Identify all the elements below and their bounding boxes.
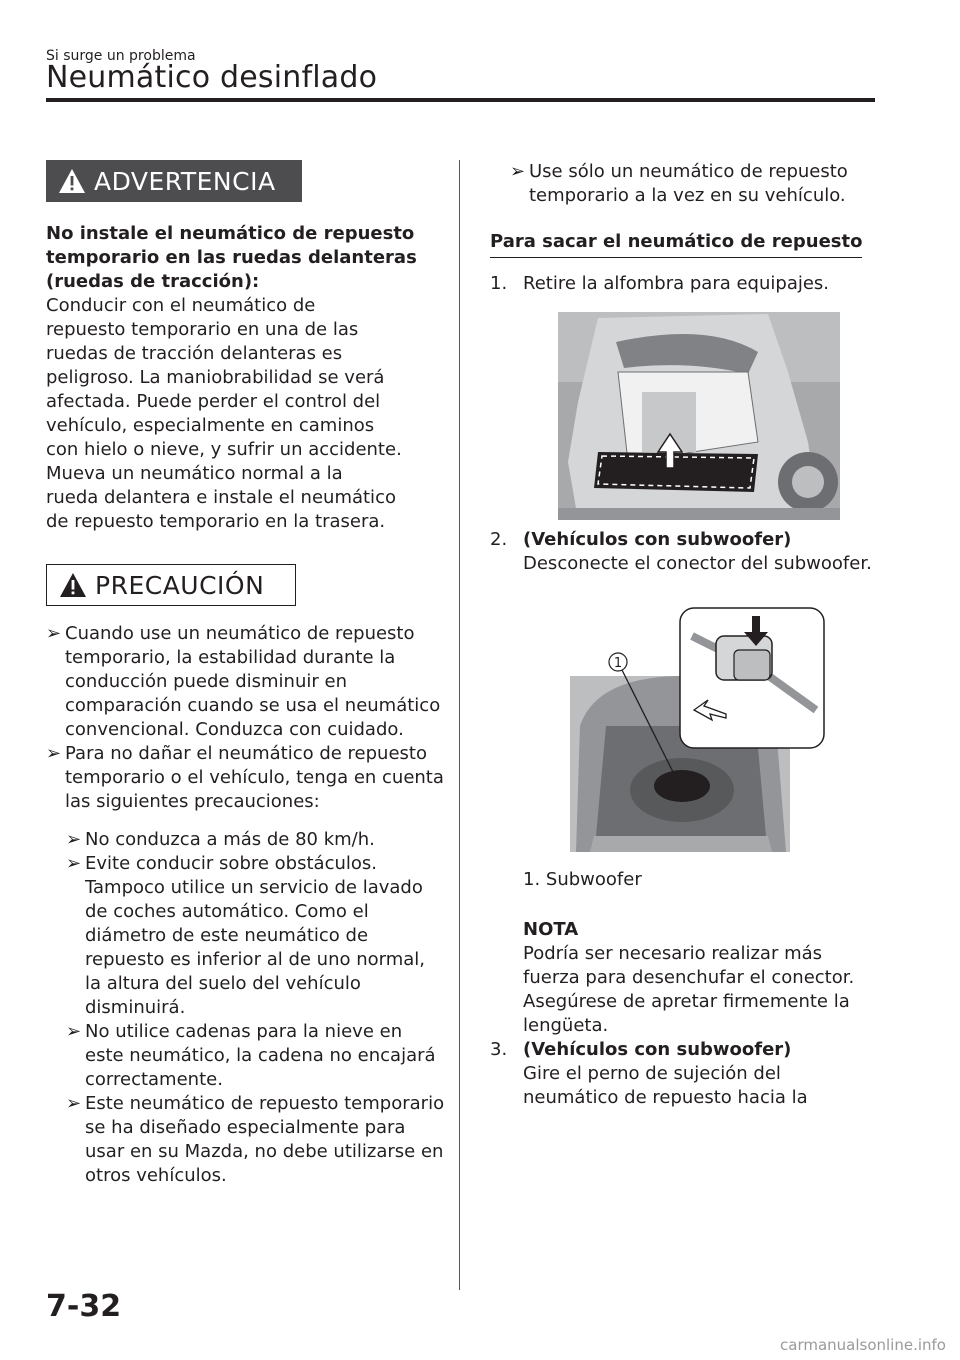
warning-line: afectada. Puede perder el control del [46, 391, 381, 412]
callout-number: 1 [613, 656, 623, 671]
title-rule [46, 98, 875, 102]
figure-subwoofer-connector [566, 606, 828, 860]
step-1: 1. Retire la alfombra para equipajes. [490, 273, 830, 294]
figure-legend: 1. Subwoofer [523, 869, 642, 890]
arrow-bullet-icon: ➢ [66, 1021, 82, 1042]
warning-line: peligroso. La maniobrabilidad se verá [46, 367, 385, 388]
warning-line: con hielo o nieve, y sufrir un accidente. [46, 439, 402, 460]
warning-label: ADVERTENCIA [94, 166, 276, 196]
list-item: ➢ Este neumático de repuesto temporario se ha diseñado especialmente para usar en su Mazda, no debe utilizarse en otros vehículos. [66, 1093, 445, 1186]
section-heading: Para sacar el neumático de repuesto [490, 230, 862, 258]
caution-list [46, 622, 446, 814]
watermark: carmanualsonline.info [780, 1336, 946, 1354]
warning-line: de repuesto temporario en la trasera. [46, 511, 386, 532]
list-item: ➢ Para no dañar el neumático de repuesto temporario o el vehículo, tenga en cuenta las siguientes precauciones: [46, 743, 444, 812]
list-item: ➢ Evite conducir sobre obstáculos. Tampoco utilice un servicio de lavado de coches automático. Como el diámetro de este neumático de repuesto es inferior al de uno normal, la altura del suelo del vehículo disminuirá. [66, 853, 426, 1018]
arrow-bullet-icon: ➢ [66, 853, 82, 874]
right-column [490, 160, 880, 1110]
page-title: Neumático desinflado [46, 60, 378, 95]
note-text: Podría ser necesario realizar más fuerza para desenchufar el conector. Asegúrese de apretar firmemente la lengüeta. [523, 943, 855, 1036]
warning-line: vehículo, especialmente en caminos [46, 415, 375, 436]
page-number: 7-32 [46, 1289, 122, 1324]
caution-icon [59, 572, 87, 598]
caution-sublist [66, 828, 446, 1188]
caution-continued-list [510, 160, 880, 208]
arrow-bullet-icon: ➢ [46, 743, 62, 764]
warning-line: rueda delantera e instale el neumático [46, 487, 396, 508]
running-head: Si surge un problema [46, 48, 196, 64]
column-divider [459, 160, 460, 1290]
step-2: 2. (Vehículos con subwoofer) Desconecte el conector del subwoofer. [490, 529, 872, 574]
arrow-bullet-icon: ➢ [510, 161, 526, 182]
arrow-bullet-icon: ➢ [46, 623, 62, 644]
warning-heading: No instale el neumático de repuesto temporario en las ruedas delanteras (ruedas de tracción): [46, 223, 417, 292]
list-item: ➢ Use sólo un neumático de repuesto temporario a la vez en su vehículo. [510, 161, 848, 206]
warning-banner [46, 160, 302, 202]
figure-trunk-open [558, 312, 840, 520]
caution-label: PRECAUCIÓN [95, 570, 265, 600]
list-item: ➢ No utilice cadenas para la nieve en este neumático, la cadena no encajará correctamente. [66, 1021, 436, 1090]
warning-body [46, 294, 446, 534]
warning-line: repuesto temporario en una de las [46, 319, 359, 340]
warning-line: ruedas de tracción delanteras es [46, 343, 343, 364]
warning-line: Mueva un neumático normal a la [46, 463, 343, 484]
warning-line: Conducir con el neumático de [46, 295, 316, 316]
warning-icon [58, 168, 86, 194]
left-column [46, 160, 446, 1188]
list-item: ➢ No conduzca a más de 80 km/h. [66, 829, 375, 850]
arrow-bullet-icon: ➢ [66, 1093, 82, 1114]
note-heading: NOTA [523, 919, 579, 940]
caution-banner [46, 564, 296, 606]
list-item: ➢ Cuando use un neumático de repuesto temporario, la estabilidad durante la conducción puede disminuir en comparación cuando se usa el neumático convencional. Conduzca con cuidado. [46, 623, 441, 740]
arrow-bullet-icon: ➢ [66, 829, 82, 850]
step-3: 3. (Vehículos con subwoofer) Gire el perno de sujeción del neumático de repuesto hacia la [490, 1039, 808, 1108]
